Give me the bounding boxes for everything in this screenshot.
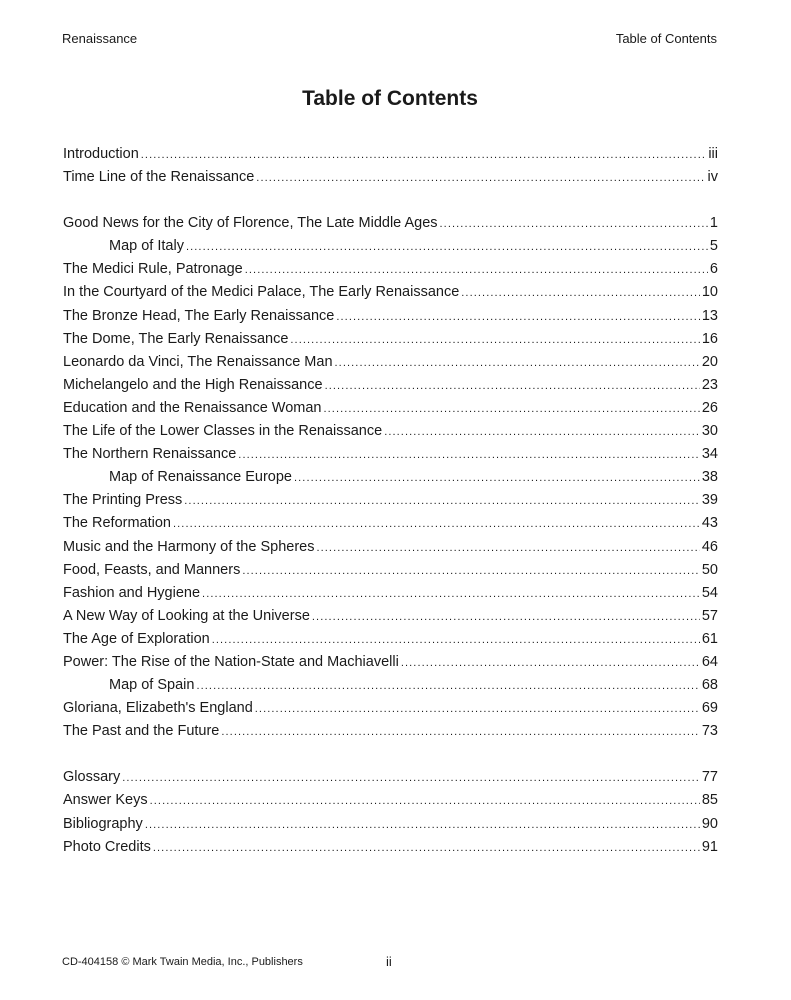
- footer-publisher: CD-404158 © Mark Twain Media, Inc., Publishers: [62, 956, 303, 968]
- toc-entry-title: The Life of the Lower Classes in the Renaissance: [63, 423, 383, 440]
- dot-leader: [196, 675, 699, 697]
- toc-entry-title: Power: The Rise of the Nation-State and Machiavelli: [63, 653, 399, 670]
- toc-entry-page: 30: [701, 423, 718, 440]
- toc-entry-title: Gloriana, Elizabeth's England: [63, 700, 253, 717]
- dot-leader: [294, 467, 700, 489]
- dot-leader: [212, 629, 700, 651]
- dot-leader: [145, 814, 700, 836]
- dot-leader: [255, 698, 700, 720]
- toc-entry-title: Photo Credits: [63, 838, 151, 855]
- toc-entry-title: The Dome, The Early Renaissance: [63, 330, 289, 347]
- dot-leader: [122, 767, 700, 789]
- toc-entry-page: 77: [701, 769, 718, 786]
- table-of-contents: [63, 143, 718, 882]
- dot-leader: [290, 329, 699, 351]
- toc-entry: [63, 536, 718, 559]
- running-header-right: Table of Contents: [615, 31, 717, 46]
- dot-leader: [245, 259, 708, 281]
- dot-leader: [325, 375, 700, 397]
- toc-entry: [63, 258, 718, 281]
- toc-entry-title: The Age of Exploration: [63, 630, 210, 647]
- toc-entry-page: iv: [707, 169, 718, 186]
- dot-leader: [384, 421, 700, 443]
- toc-entry-title: In the Courtyard of the Medici Palace, The Early Renaissance: [63, 284, 460, 301]
- toc-entry: [63, 489, 718, 512]
- toc-chapters: [63, 212, 718, 743]
- toc-entry-page: 26: [701, 399, 718, 416]
- toc-entry: [63, 697, 718, 720]
- toc-entry: [63, 212, 718, 235]
- toc-entry-page: 10: [701, 284, 718, 301]
- toc-entry-title: Map of Spain: [109, 677, 195, 694]
- toc-entry-page: 61: [701, 630, 718, 647]
- toc-entry-page: 57: [701, 607, 718, 624]
- toc-entry-page: 39: [701, 492, 718, 509]
- toc-entry: [63, 836, 718, 859]
- toc-entry: [63, 559, 718, 582]
- dot-leader: [336, 306, 700, 328]
- toc-entry-title: Fashion and Hygiene: [63, 584, 201, 601]
- toc-entry-page: 5: [709, 238, 718, 255]
- toc-entry-title: The Bronze Head, The Early Renaissance: [63, 307, 335, 324]
- toc-entry-page: 85: [701, 792, 718, 809]
- toc-entry: [63, 443, 718, 466]
- toc-entry-page: 20: [701, 353, 718, 370]
- toc-entry: [63, 628, 718, 651]
- dot-leader: [401, 652, 700, 674]
- toc-entry-page: 13: [701, 307, 718, 324]
- toc-entry-title: Map of Italy: [109, 238, 184, 255]
- dot-leader: [242, 560, 700, 582]
- dot-leader: [202, 583, 700, 605]
- dot-leader: [221, 721, 699, 743]
- toc-entry-page: 43: [701, 515, 718, 532]
- dot-leader: [335, 352, 700, 374]
- page-title: Table of Contents: [302, 87, 478, 110]
- toc-entry-title: Bibliography: [63, 815, 143, 832]
- toc-back-matter: [63, 766, 718, 858]
- dot-leader: [316, 537, 699, 559]
- toc-entry-page: 16: [701, 330, 718, 347]
- toc-entry-title: The Printing Press: [63, 492, 183, 509]
- running-header-left: Renaissance: [62, 31, 138, 46]
- dot-leader: [238, 444, 700, 466]
- toc-entry-page: 6: [709, 261, 718, 278]
- toc-entry-title: Leonardo da Vinci, The Renaissance Man: [63, 353, 333, 370]
- toc-entry-page: 69: [701, 700, 718, 717]
- toc-entry: [63, 651, 718, 674]
- dot-leader: [186, 236, 708, 258]
- dot-leader: [461, 282, 700, 304]
- toc-entry-title: The Northern Renaissance: [63, 446, 237, 463]
- dot-leader: [141, 144, 707, 166]
- toc-entry-title: A New Way of Looking at the Universe: [63, 607, 310, 624]
- toc-entry-page: 68: [701, 677, 718, 694]
- toc-front-matter: [63, 143, 718, 189]
- toc-entry: [63, 328, 718, 351]
- toc-entry-page: 38: [701, 469, 718, 486]
- dot-leader: [153, 837, 700, 859]
- toc-entry: [63, 512, 718, 535]
- toc-entry: [63, 166, 718, 189]
- dot-leader: [256, 167, 705, 189]
- toc-entry: [63, 305, 718, 328]
- toc-entry-page: 91: [701, 838, 718, 855]
- toc-entry: [63, 766, 718, 789]
- toc-entry-title: Answer Keys: [63, 792, 148, 809]
- toc-entry: [63, 281, 718, 304]
- footer-page-number: ii: [386, 954, 392, 969]
- toc-entry-title: Food, Feasts, and Manners: [63, 561, 241, 578]
- toc-entry-title: The Medici Rule, Patronage: [63, 261, 243, 278]
- toc-entry-title: The Reformation: [63, 515, 171, 532]
- toc-entry-page: 73: [701, 723, 718, 740]
- toc-entry-title: Good News for the City of Florence, The Late Middle Ages: [63, 215, 438, 232]
- toc-entry-page: 23: [701, 376, 718, 393]
- toc-entry-page: 90: [701, 815, 718, 832]
- toc-entry-page: 34: [701, 446, 718, 463]
- toc-entry: [63, 582, 718, 605]
- toc-entry: [63, 235, 718, 258]
- toc-entry-page: 54: [701, 584, 718, 601]
- toc-entry-page: 1: [709, 215, 718, 232]
- dot-leader: [150, 790, 700, 812]
- toc-entry: [63, 813, 718, 836]
- dot-leader: [323, 398, 699, 420]
- toc-entry-page: 46: [701, 538, 718, 555]
- toc-entry: [63, 466, 718, 489]
- toc-entry: [63, 605, 718, 628]
- dot-leader: [173, 513, 700, 535]
- dot-leader: [440, 213, 708, 235]
- toc-entry-title: Time Line of the Renaissance: [63, 169, 255, 186]
- toc-entry: [63, 374, 718, 397]
- toc-entry-title: Glossary: [63, 769, 121, 786]
- toc-entry-title: Map of Renaissance Europe: [109, 469, 292, 486]
- dot-leader: [184, 490, 700, 512]
- toc-entry-page: 64: [701, 653, 718, 670]
- toc-entry-title: Music and the Harmony of the Spheres: [63, 538, 315, 555]
- toc-entry: [63, 143, 718, 166]
- toc-entry-title: The Past and the Future: [63, 723, 220, 740]
- toc-entry: [63, 420, 718, 443]
- toc-entry: [63, 789, 718, 812]
- dot-leader: [312, 606, 700, 628]
- toc-entry: [63, 351, 718, 374]
- toc-entry: [63, 674, 718, 697]
- toc-entry: [63, 397, 718, 420]
- toc-entry-title: Michelangelo and the High Renaissance: [63, 376, 323, 393]
- toc-entry-page: 50: [701, 561, 718, 578]
- toc-entry: [63, 720, 718, 743]
- toc-entry-title: Introduction: [63, 146, 139, 162]
- toc-entry-title: Education and the Renaissance Woman: [63, 399, 322, 416]
- toc-entry-page: iii: [708, 146, 718, 162]
